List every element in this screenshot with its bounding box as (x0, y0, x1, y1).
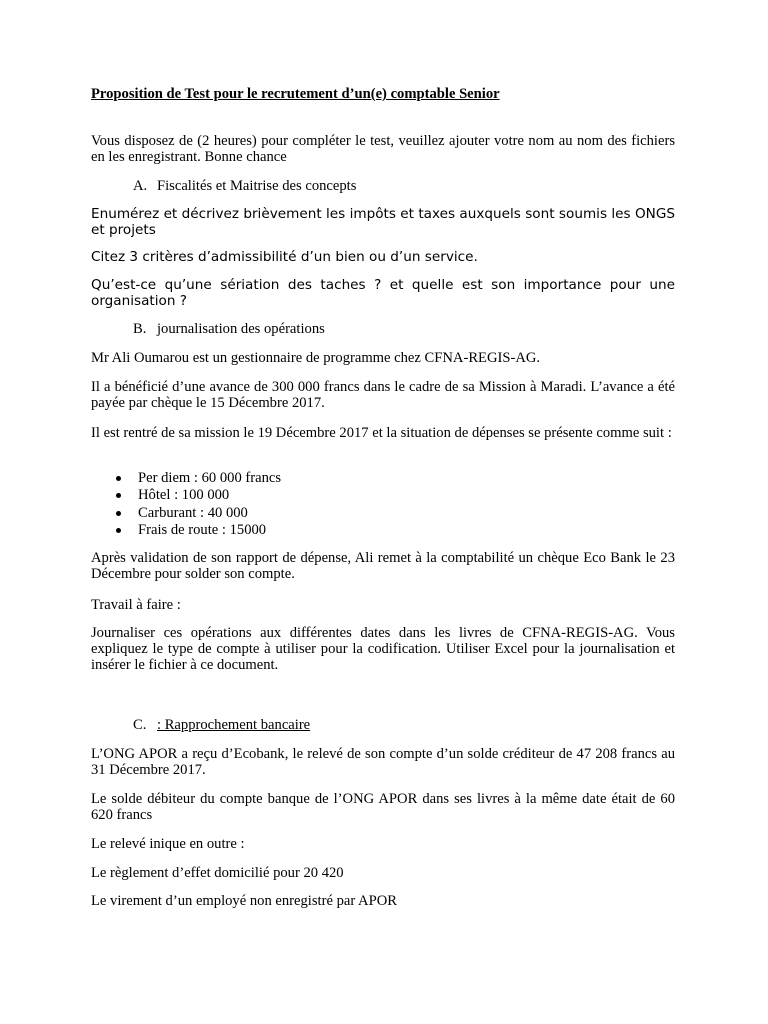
section-a-title: Fiscalités et Maitrise des concepts (157, 178, 357, 194)
section-c-paragraph: Le règlement d’effet domicilié pour 20 420 (91, 865, 344, 881)
section-a-marker: A. (133, 178, 148, 194)
section-b-paragraph: Il est rentré de sa mission le 19 Décembre 2017 et la situation de dépenses se présente comme suit : (91, 425, 672, 441)
expense-item: Carburant : 40 000 (91, 505, 281, 522)
bullet-icon (116, 493, 121, 498)
expense-item: Hôtel : 100 000 (91, 487, 281, 504)
section-b-paragraph: Mr Ali Oumarou est un gestionnaire de programme chez CFNA-REGIS-AG. (91, 350, 541, 366)
section-b-marker: B. (133, 321, 147, 337)
section-c-title: : Rapprochement bancaire (157, 717, 311, 733)
intro-paragraph: Vous disposez de (2 heures) pour compléter le test, veuillez ajouter votre nom au nom des fichiers en les enregistrant. Bonne chance (91, 133, 675, 165)
expense-item: Per diem : 60 000 francs (91, 470, 281, 487)
question-2: Citez 3 critères d’admissibilité d’un bien ou d’un service. (91, 249, 478, 265)
question-3: Qu’est-ce qu’une sériation des taches ? et quelle est son importance pour une organisation ? (91, 277, 675, 309)
section-b-paragraph: Il a bénéficié d’une avance de 300 000 francs dans le cadre de sa Mission à Maradi. L’avance a été payée par chèque le 15 Décembre 2017. (91, 379, 675, 411)
section-c-paragraph: Le solde débiteur du compte banque de l’ONG APOR dans ses livres à la même date était de 60 620 francs (91, 791, 675, 823)
section-c-heading (133, 717, 310, 733)
section-c-marker: C. (133, 717, 147, 733)
task-paragraph: Journaliser ces opérations aux différentes dates dans les livres de CFNA-REGIS-AG. Vous expliquez le type de compte à utiliser pour la codification. Utiliser Excel pour la journalisation et insérer le fichier à ce document. (91, 625, 675, 673)
section-b-heading (133, 321, 325, 337)
section-c-paragraph: L’ONG APOR a reçu d’Ecobank, le relevé de son compte d’un solde créditeur de 47 208 francs au 31 Décembre 2017. (91, 746, 675, 778)
section-c-paragraph: Le relevé inique en outre : (91, 836, 245, 852)
section-b-title: journalisation des opérations (157, 321, 325, 337)
section-a-heading (133, 178, 356, 194)
bullet-icon (116, 511, 121, 516)
section-c-paragraph: Le virement d’un employé non enregistré par APOR (91, 893, 397, 909)
question-1: Enumérez et décrivez brièvement les impôts et taxes auxquels sont soumis les ONGS et projets (91, 206, 675, 238)
expense-item: Frais de route : 15000 (91, 522, 281, 539)
task-label: Travail à faire : (91, 597, 181, 613)
document-title: Proposition de Test pour le recrutement d’un(e) comptable Senior (91, 86, 500, 102)
after-expenses-paragraph: Après validation de son rapport de dépense, Ali remet à la comptabilité un chèque Eco Bank le 23 Décembre pour solder son compte. (91, 550, 675, 582)
bullet-icon (116, 528, 121, 533)
bullet-icon (116, 476, 121, 481)
expense-list (91, 470, 281, 539)
